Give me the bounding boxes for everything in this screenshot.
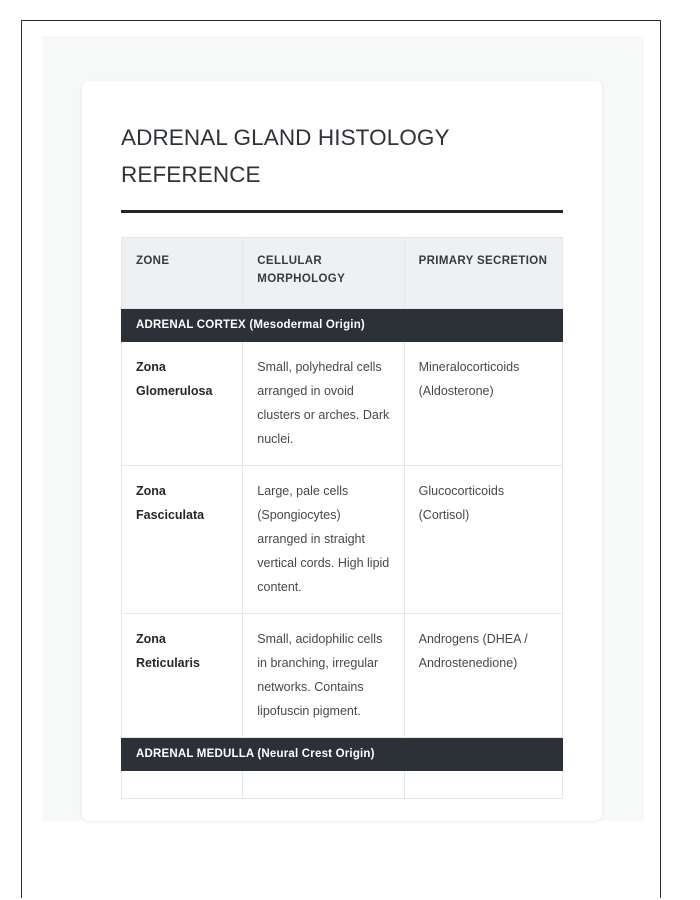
table-row bbox=[122, 466, 563, 614]
document-frame bbox=[21, 20, 661, 898]
cell-morphology: Large, pale cells (Spongiocytes) arranged in straight vertical cords. High lipid content. bbox=[243, 466, 404, 614]
page-panel bbox=[42, 36, 644, 821]
cell-morphology bbox=[243, 771, 404, 799]
cell-zone: Zona Glomerulosa bbox=[122, 342, 243, 466]
table-row bbox=[122, 342, 563, 466]
page-title: ADRENAL GLAND HISTOLOGY REFERENCE bbox=[121, 125, 450, 187]
cell-morphology: Small, polyhedral cells arranged in ovoid clusters or arches. Dark nuclei. bbox=[243, 342, 404, 466]
column-header-cellular-morphology: CELLULAR MORPHOLOGY bbox=[243, 238, 404, 309]
table-row bbox=[122, 771, 563, 799]
cell-zone bbox=[122, 771, 243, 799]
column-header-primary-secretion: PRIMARY SECRETION bbox=[404, 238, 562, 309]
section-heading-cortex: ADRENAL CORTEX (Mesodermal Origin) bbox=[122, 309, 563, 342]
cell-secretion: Glucocorticoids (Cortisol) bbox=[404, 466, 562, 614]
cell-secretion: Mineralocorticoids (Aldosterone) bbox=[404, 342, 562, 466]
table-header bbox=[122, 238, 563, 309]
section-heading-medulla: ADRENAL MEDULLA (Neural Crest Origin) bbox=[122, 738, 563, 771]
table-header-row bbox=[122, 238, 563, 309]
histology-table bbox=[121, 237, 563, 799]
section-header-row-cortex bbox=[122, 309, 563, 342]
cell-secretion bbox=[404, 771, 562, 799]
column-header-zone: ZONE bbox=[122, 238, 243, 309]
cell-secretion: Androgens (DHEA / Androstenedione) bbox=[404, 614, 562, 738]
cell-morphology: Small, acidophilic cells in branching, irregular networks. Contains lipofuscin pigment. bbox=[243, 614, 404, 738]
cell-zone: Zona Fasciculata bbox=[122, 466, 243, 614]
content-card bbox=[82, 81, 602, 821]
section-header-row-medulla bbox=[122, 738, 563, 771]
table-row bbox=[122, 614, 563, 738]
table-body bbox=[122, 309, 563, 799]
cell-zone: Zona Reticularis bbox=[122, 614, 243, 738]
title-divider bbox=[121, 210, 563, 213]
